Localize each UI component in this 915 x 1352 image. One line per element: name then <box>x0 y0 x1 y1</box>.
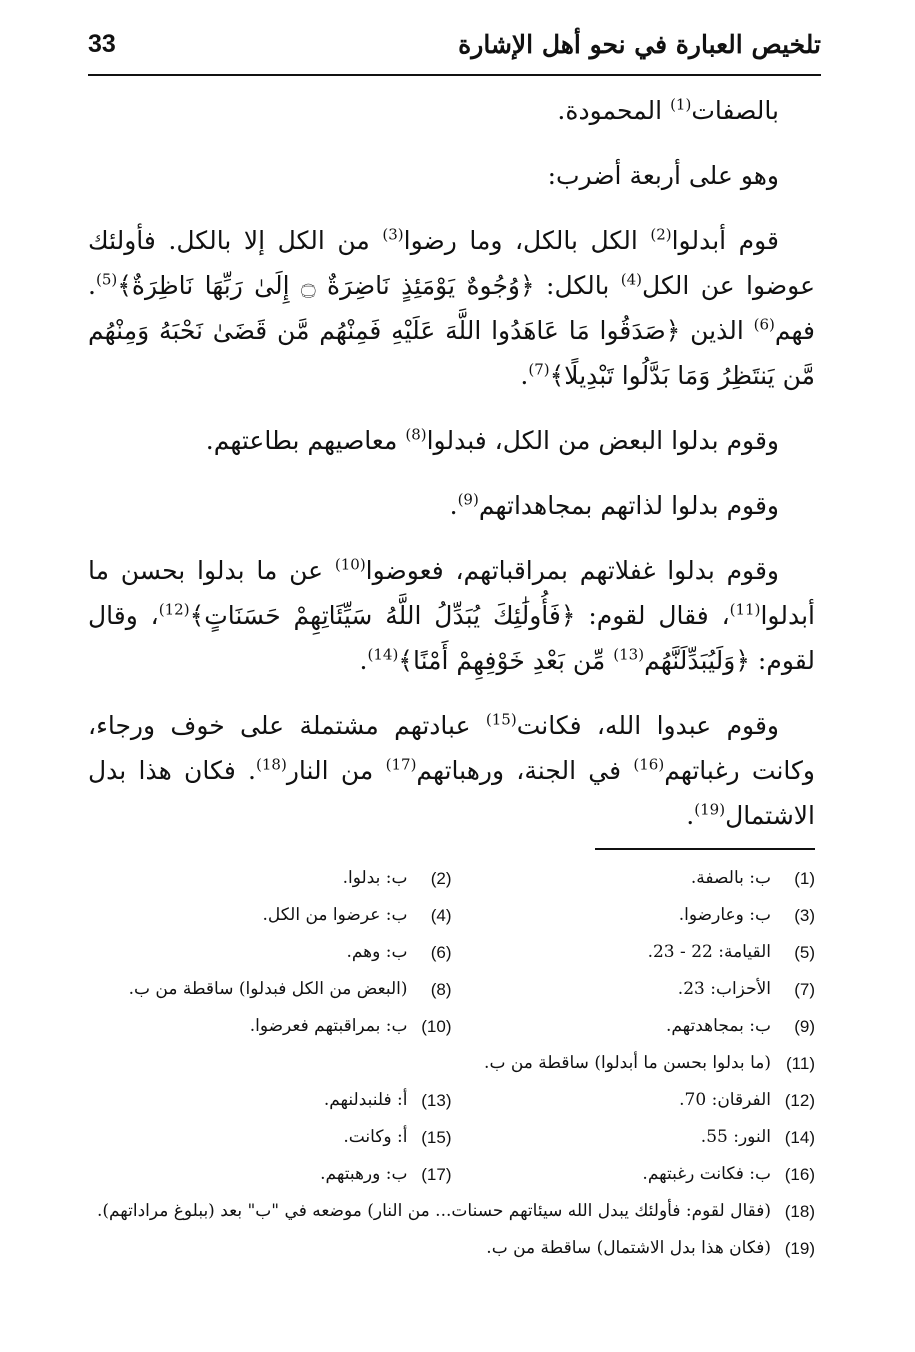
paragraph-5: وقوم بدلوا لذاتهم بمجاهداتهم$^{(9)}$. <box>449 490 779 520</box>
footnote: (5) القيامة: 22 - 23. <box>647 942 815 962</box>
footnote: (12) الفرقان: 70. <box>679 1090 815 1110</box>
footnote: (13) أ: فلنبدلنهم. <box>323 1090 452 1110</box>
footnote: (4) ب: عرضوا من الكل. <box>262 905 452 925</box>
footnote: (11) (ما بدلوا بحسن ما أبدلوا) ساقطة من ب. <box>484 1053 815 1073</box>
footnote: (8) (البعض من الكل فبدلوا) ساقطة من ب. <box>128 979 452 999</box>
paragraph-7: وقوم عبدوا الله، فكانت$^{(15)}$ عبادتهم مشتملة على خوف ورجاء، وكانت رغباتهم$^{(16)}$ في الجنة، ورهباتهم$^{(17)}$ من النار$^{(18)}$. فكان هذا بدل الاشتمال$^{(19)}$. <box>88 710 815 830</box>
paragraph-1: بالصفات$^{(1)}$ المحمودة. <box>557 95 779 125</box>
footnote: (10) ب: بمراقبتهم فعرضوا. <box>249 1016 452 1036</box>
footnote: (2) ب: بدلوا. <box>342 868 452 888</box>
paragraph-2: وهو على أربعة أضرب: <box>547 161 779 190</box>
running-header <box>88 22 821 76</box>
footnote: (19) (فكان هذا بدل الاشتمال) ساقطة من ب. <box>486 1238 815 1258</box>
footnote: (6) ب: وهم. <box>346 942 452 962</box>
footnote: (18) (فقال لقوم: فأولئك يبدل الله سيئاتهم حسنات... من النار) موضعه في "ب" بعد (ببلوغ مراداتهم). <box>96 1201 815 1221</box>
footnote: (3) ب: وعارضوا. <box>678 905 815 925</box>
footnote: (16) ب: فكانت رغبتهم. <box>642 1164 815 1184</box>
footnote: (1) ب: بالصفة. <box>690 868 815 888</box>
footnote: (15) أ: وكانت. <box>343 1127 452 1147</box>
footnotes <box>88 860 815 1267</box>
book-title: تلخيص العبارة في نحو أهل الإشارة <box>458 30 821 59</box>
footnote: (17) ب: ورهبتهم. <box>320 1164 452 1184</box>
footnote: (9) ب: بمجاهدتهم. <box>665 1016 815 1036</box>
footnote-separator <box>595 848 815 850</box>
paragraph-6: وقوم بدلوا غفلاتهم بمراقباتهم، فعوضوا$^{(10)}$ عن ما بدلوا بحسن ما أبدلوا$^{(11)}$، فقال لقوم: ﴿فَأُولَٰئِكَ يُبَدِّلُ اللَّهُ سَيِّئَاتِهِمْ حَسَنَاتٍ﴾$^{(12)}$، وقال لقوم: ﴿وَلَيُبَدِّلَنَّهُم$^{(13)}$ مِّن بَعْدِ خَوْفِهِمْ أَمْنًا﴾$^{(14)}$. <box>88 555 815 675</box>
page-number: 33 <box>88 30 116 58</box>
footnote: (7) الأحزاب: 23. <box>677 979 815 999</box>
footnote: (14) النور: 55. <box>700 1127 815 1147</box>
paragraph-4: وقوم بدلوا البعض من الكل، فبدلوا$^{(8)}$ معاصيهم بطاعتهم. <box>205 425 779 455</box>
paragraph-3: قوم أبدلوا$^{(2)}$ الكل بالكل، وما رضوا$^{(3)}$ من الكل إلا بالكل. فأولئك عوضوا عن الكل$^{(4)}$ بالكل: ﴿وُجُوهٌ يَوْمَئِذٍ نَاضِرَةٌ ۝ إِلَىٰ رَبِّهَا نَاظِرَةٌ﴾$^{(5)}$. فهم$^{(6)}$ الذين ﴿صَدَقُوا مَا عَاهَدُوا اللَّهَ عَلَيْهِ فَمِنْهُم مَّن قَضَىٰ نَحْبَهُ وَمِنْهُم مَّن يَنتَظِرُ وَمَا بَدَّلُوا تَبْدِيلًا﴾$^{(7)}$. <box>88 225 815 390</box>
main-text <box>88 88 815 858</box>
